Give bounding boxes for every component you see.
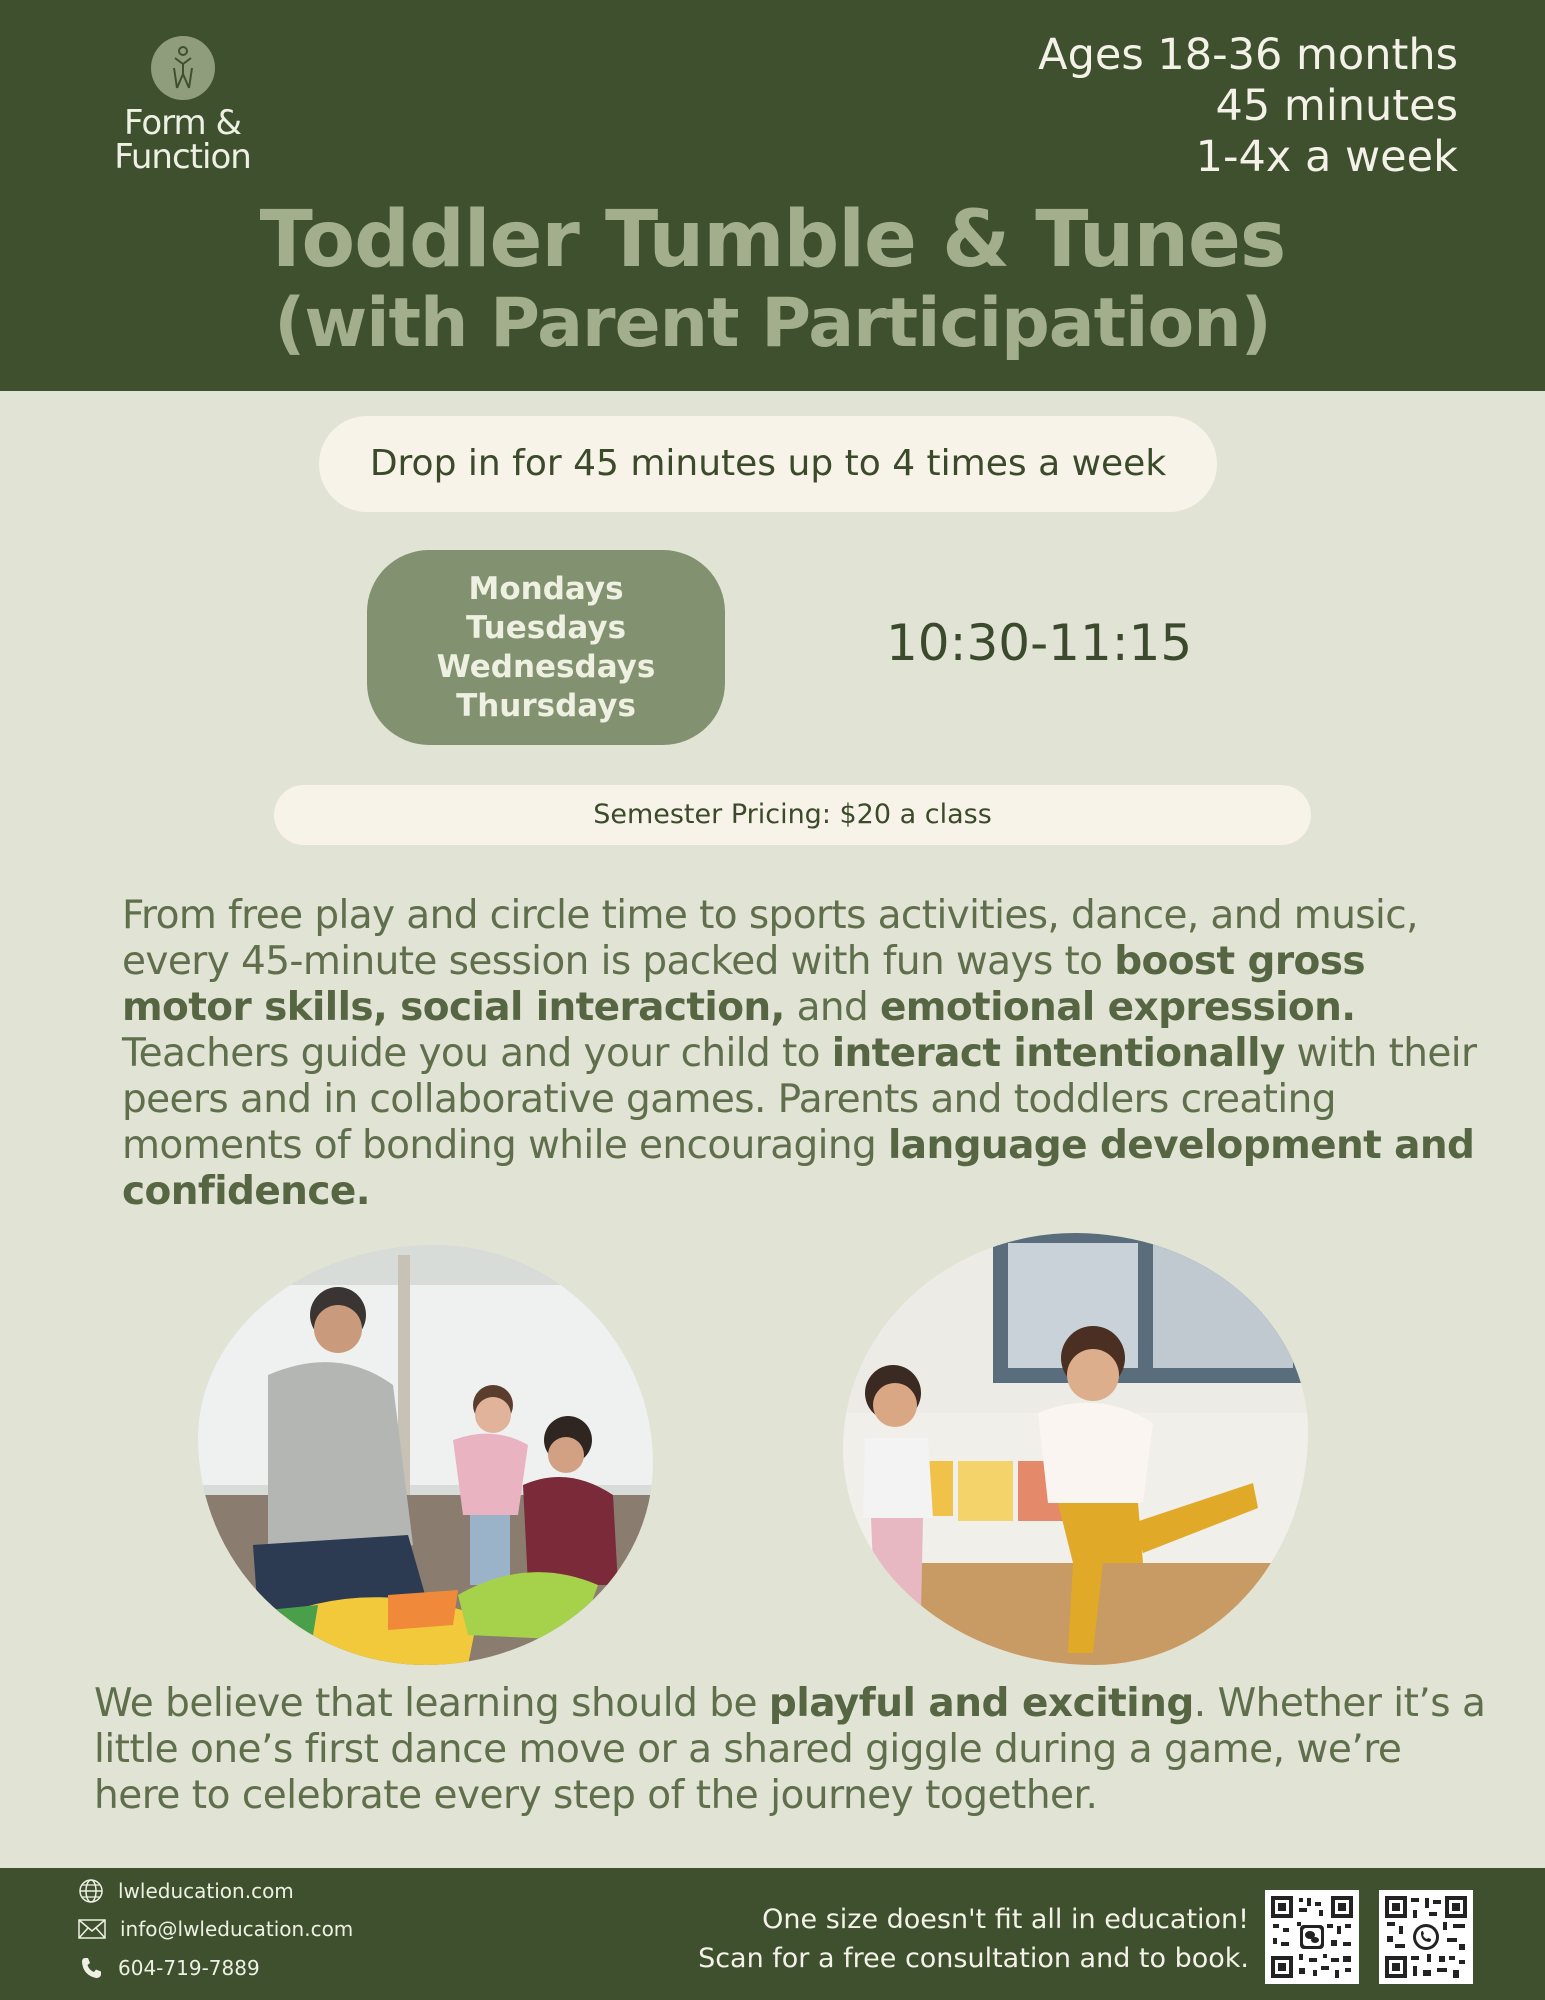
class-duration: 45 minutes <box>1215 81 1458 131</box>
class-details <box>1038 30 1458 183</box>
qr-code-wechat[interactable] <box>1265 1890 1359 1984</box>
logo-figure-icon <box>151 36 215 100</box>
globe-icon <box>78 1878 104 1904</box>
day-item: Thursdays <box>456 687 636 724</box>
pricing-banner: Semester Pricing: $20 a class <box>274 785 1311 845</box>
dropin-banner: Drop in for 45 minutes up to 4 times a week <box>319 416 1217 512</box>
photo-parent-toddler <box>198 1245 653 1665</box>
website-link[interactable]: lwleducation.com <box>118 1879 294 1903</box>
day-item: Mondays <box>468 570 624 607</box>
logo-text-line1: Form & <box>124 103 241 143</box>
page-subtitle: (with Parent Participation) <box>274 284 1271 363</box>
closing-paragraph: We believe that learning should be playful and exciting. Whether it’s a little one’s first dance move or a shared giggle during a game, we’re here to celebrate every step of the journey together. <box>94 1681 1486 1818</box>
phone-icon <box>78 1955 104 1981</box>
contact-email[interactable] <box>78 1917 353 1941</box>
brand-logo <box>95 36 270 177</box>
tagline-line1: One size doesn't fit all in education! <box>762 1904 1249 1935</box>
page-title: Toddler Tumble & Tunes <box>259 195 1286 285</box>
description-paragraph: From free play and circle time to sports activities, dance, and music, every 45-minute session is packed with fun ways to boost gross motor skills, social interaction, and emotional expression. Teachers guide you and your child to interact intentionally with their peers and in collaborative games. Parents and toddlers creating moments of bonding while encouraging language development and confidence. <box>122 893 1477 1214</box>
contact-phone[interactable] <box>78 1955 260 1981</box>
tagline-line2: Scan for a free consultation and to book. <box>698 1943 1249 1974</box>
contact-website[interactable] <box>78 1878 294 1904</box>
photo-dancing-toddlers <box>843 1233 1308 1665</box>
scan-message <box>698 1900 1249 1978</box>
class-frequency: 1-4x a week <box>1195 132 1458 182</box>
schedule-days <box>367 550 725 745</box>
email-link[interactable]: info@lwleducation.com <box>120 1917 354 1941</box>
qr-code-whatsapp[interactable] <box>1379 1890 1473 1984</box>
logo-text-line2: Function <box>114 137 251 177</box>
class-time: 10:30-11:15 <box>886 614 1193 672</box>
age-range: Ages 18-36 months <box>1038 30 1458 80</box>
day-item: Tuesdays <box>465 609 627 646</box>
phone-number[interactable]: 604-719-7889 <box>118 1956 260 1980</box>
mail-icon <box>78 1918 106 1940</box>
day-item: Wednesdays <box>436 648 656 685</box>
